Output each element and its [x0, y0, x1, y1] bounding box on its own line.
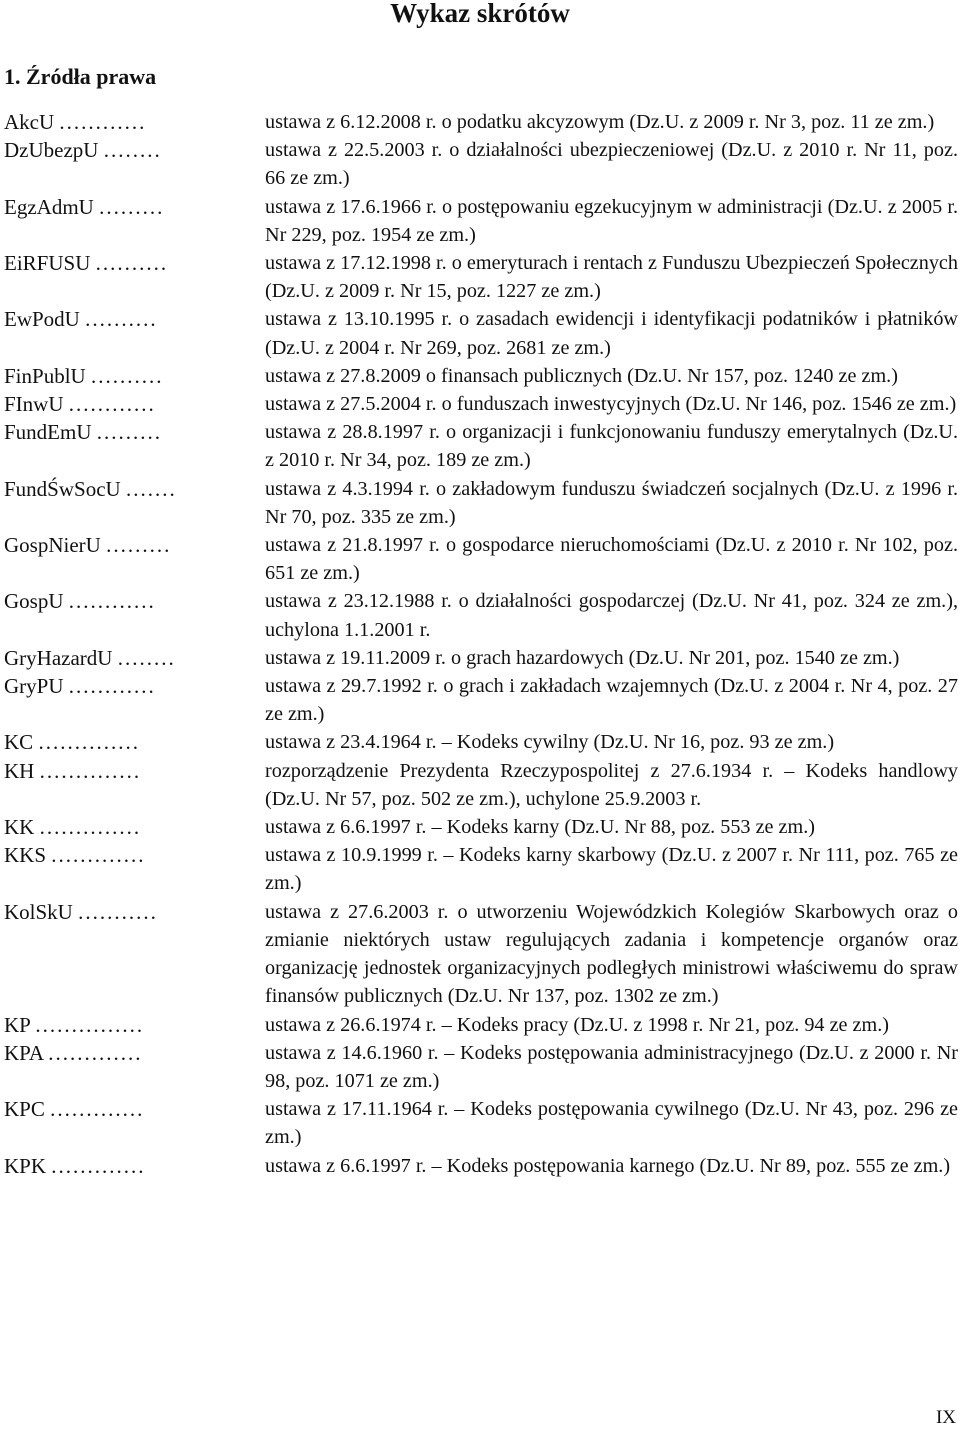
abbreviation-description: ustawa z 13.10.1995 r. o zasadach ewidencji i identyfikacji podatników i płatników (Dz.U. z 2004 r. Nr 269, poz. 2681 ze zm.)	[265, 308, 958, 359]
list-item	[4, 672, 958, 728]
leader-dots: ..........	[90, 363, 164, 388]
list-item	[4, 249, 958, 305]
list-item	[4, 362, 958, 390]
leader-dots: .............	[51, 843, 146, 868]
abbreviation: AkcU	[4, 110, 55, 134]
abbreviation: EwPodU	[4, 307, 80, 332]
list-item	[4, 475, 958, 531]
abbreviation-description: ustawa z 6.6.1997 r. – Kodeks karny (Dz.U. Nr 88, poz. 553 ze zm.)	[265, 816, 815, 839]
list-item	[4, 841, 958, 897]
list-item	[4, 757, 958, 813]
list-item	[4, 531, 958, 587]
abbreviation: KolSkU	[4, 899, 73, 924]
abbreviation-description: ustawa z 29.7.1992 r. o grach i zakładach wzajemnych (Dz.U. z 2004 r. Nr 4, poz. 27 ze zm.)	[265, 675, 958, 726]
abbreviation-description: ustawa z 14.6.1960 r. – Kodeks postępowania administracyjnego (Dz.U. z 2000 r. Nr 98, poz. 1071 ze zm.)	[265, 1041, 958, 1092]
list-item	[4, 390, 958, 418]
leader-dots: ............	[68, 589, 156, 614]
abbreviation-description: ustawa z 17.6.1966 r. o postępowaniu egzekucyjnym w administracji (Dz.U. z 2005 r. Nr 229, poz. 1954 ze zm.)	[265, 195, 958, 246]
abbreviation-description: rozporządzenie Prezydenta Rzeczypospolitej z 27.6.1934 r. – Kodeks handlowy (Dz.U. Nr 57, poz. 502 ze zm.), uchylone 25.9.2003 r.	[265, 759, 958, 810]
list-item	[4, 108, 958, 136]
leader-dots: ..............	[38, 730, 140, 755]
leader-dots: .........	[106, 533, 172, 558]
leader-dots: .............	[50, 1097, 145, 1122]
abbreviation-description: ustawa z 17.12.1998 r. o emeryturach i rentach z Funduszu Ubezpieczeń Społecznych (Dz.U. z 2009 r. Nr 15, poz. 1227 ze zm.)	[265, 252, 958, 303]
list-item	[4, 644, 958, 672]
abbreviation-description: ustawa z 4.3.1994 r. o zakładowym funduszu świadczeń socjalnych (Dz.U. z 1996 r. Nr 70, poz. 335 ze zm.)	[265, 477, 958, 528]
abbreviation-description: ustawa z 6.12.2008 r. o podatku akcyzowym (Dz.U. z 2009 r. Nr 3, poz. 11 ze zm.)	[265, 111, 935, 133]
list-item	[4, 418, 958, 474]
abbreviation-description: ustawa z 28.8.1997 r. o organizacji i funkcjonowaniu funduszy emerytalnych (Dz.U. z 2010 r. Nr 34, poz. 189 ze zm.)	[265, 421, 958, 472]
list-item	[4, 898, 958, 1011]
leader-dots: ..............	[39, 815, 142, 840]
leader-dots: .............	[51, 1153, 146, 1178]
leader-dots: ...........	[78, 899, 158, 924]
abbreviation-description: ustawa z 23.12.1988 r. o działalności gospodarczej (Dz.U. Nr 41, poz. 324 ze zm.), uchylona 1.1.2001 r.	[265, 590, 958, 641]
abbreviation: EiRFUSU	[4, 251, 91, 276]
abbreviation-description: ustawa z 21.8.1997 r. o gospodarce nieruchomościami (Dz.U. z 2010 r. Nr 102, poz. 651 ze zm.)	[265, 534, 958, 585]
list-item	[4, 587, 958, 643]
abbreviation: KH	[4, 758, 35, 783]
leader-dots: ..............	[39, 758, 142, 783]
abbreviation: FundEmU	[4, 420, 92, 445]
leader-dots: ..........	[85, 307, 158, 332]
abbreviation: DzUbezpU	[4, 138, 99, 163]
abbreviation: GospU	[4, 589, 64, 614]
page-number: IX	[935, 1407, 956, 1428]
list-item	[4, 1095, 958, 1151]
abbreviation-list	[4, 108, 958, 1180]
list-item	[4, 305, 958, 361]
abbreviation: KP	[4, 1012, 31, 1037]
leader-dots: .......	[125, 476, 177, 501]
abbreviation: KPK	[4, 1153, 47, 1178]
abbreviation: EgzAdmU	[4, 194, 94, 219]
list-item	[4, 728, 958, 756]
list-item	[4, 813, 958, 841]
list-item	[4, 1011, 958, 1039]
list-item	[4, 1152, 958, 1180]
page-title: Wykaz skrótów	[390, 0, 570, 28]
abbreviation: FinPublU	[4, 363, 86, 388]
abbreviation: FInwU	[4, 392, 64, 417]
abbreviation: KPC	[4, 1097, 45, 1122]
leader-dots: .........	[99, 194, 165, 219]
abbreviation: GryPU	[4, 674, 64, 699]
abbreviation-description: ustawa z 27.6.2003 r. o utworzeniu Wojewódzkich Kolegiów Skarbowych oraz o zmianie niektórych ustaw regulujących zadania i kompetencje organów oraz organizację jednostek organizacyjnych podległych ministrowi właściwemu do spraw finansów publicznych (Dz.U. Nr 137, poz. 1302 ze zm.)	[265, 900, 958, 1008]
abbreviation: GryHazardU	[4, 645, 113, 670]
leader-dots: .............	[48, 1040, 143, 1065]
abbreviation: KK	[4, 815, 35, 840]
list-item	[4, 136, 958, 192]
leader-dots: ........	[103, 138, 162, 163]
list-item	[4, 193, 958, 249]
leader-dots: ............	[68, 392, 156, 417]
abbreviation-description: ustawa z 26.6.1974 r. – Kodeks pracy (Dz.U. z 1998 r. Nr 21, poz. 94 ze zm.)	[265, 1013, 889, 1036]
abbreviation-description: ustawa z 6.6.1997 r. – Kodeks postępowania karnego (Dz.U. Nr 89, poz. 555 ze zm.)	[265, 1154, 951, 1177]
leader-dots: ...............	[35, 1012, 145, 1037]
abbreviation: KKS	[4, 843, 47, 868]
abbreviation-description: ustawa z 27.8.2009 o finansach publicznych (Dz.U. Nr 157, poz. 1240 ze zm.)	[265, 364, 898, 387]
list-item	[4, 1039, 958, 1095]
abbreviation-description: ustawa z 22.5.2003 r. o działalności ubezpieczeniowej (Dz.U. z 2010 r. Nr 11, poz. 66 ze zm.)	[265, 139, 958, 190]
abbreviation-description: ustawa z 17.11.1964 r. – Kodeks postępowania cywilnego (Dz.U. Nr 43, poz. 296 ze zm.)	[265, 1098, 958, 1149]
leader-dots: .........	[96, 420, 163, 445]
leader-dots: ............	[59, 110, 147, 134]
abbreviation-description: ustawa z 23.4.1964 r. – Kodeks cywilny (Dz.U. Nr 16, poz. 93 ze zm.)	[265, 731, 835, 754]
leader-dots: ..........	[95, 251, 169, 276]
section-heading: 1. Źródła prawa	[4, 64, 157, 89]
abbreviation: FundŚwSocU	[4, 476, 121, 501]
abbreviation-description: ustawa z 27.5.2004 r. o funduszach inwestycyjnych (Dz.U. Nr 146, poz. 1546 ze zm.)	[265, 393, 957, 416]
abbreviation: KC	[4, 730, 34, 755]
abbreviation: GospNierU	[4, 533, 101, 558]
abbreviation: KPA	[4, 1040, 43, 1065]
abbreviation-description: ustawa z 10.9.1999 r. – Kodeks karny skarbowy (Dz.U. z 2007 r. Nr 111, poz. 765 ze zm.)	[265, 844, 958, 895]
abbreviation-description: ustawa z 19.11.2009 r. o grach hazardowych (Dz.U. Nr 201, poz. 1540 ze zm.)	[265, 646, 900, 669]
leader-dots: ............	[68, 674, 156, 699]
leader-dots: ........	[117, 645, 176, 670]
